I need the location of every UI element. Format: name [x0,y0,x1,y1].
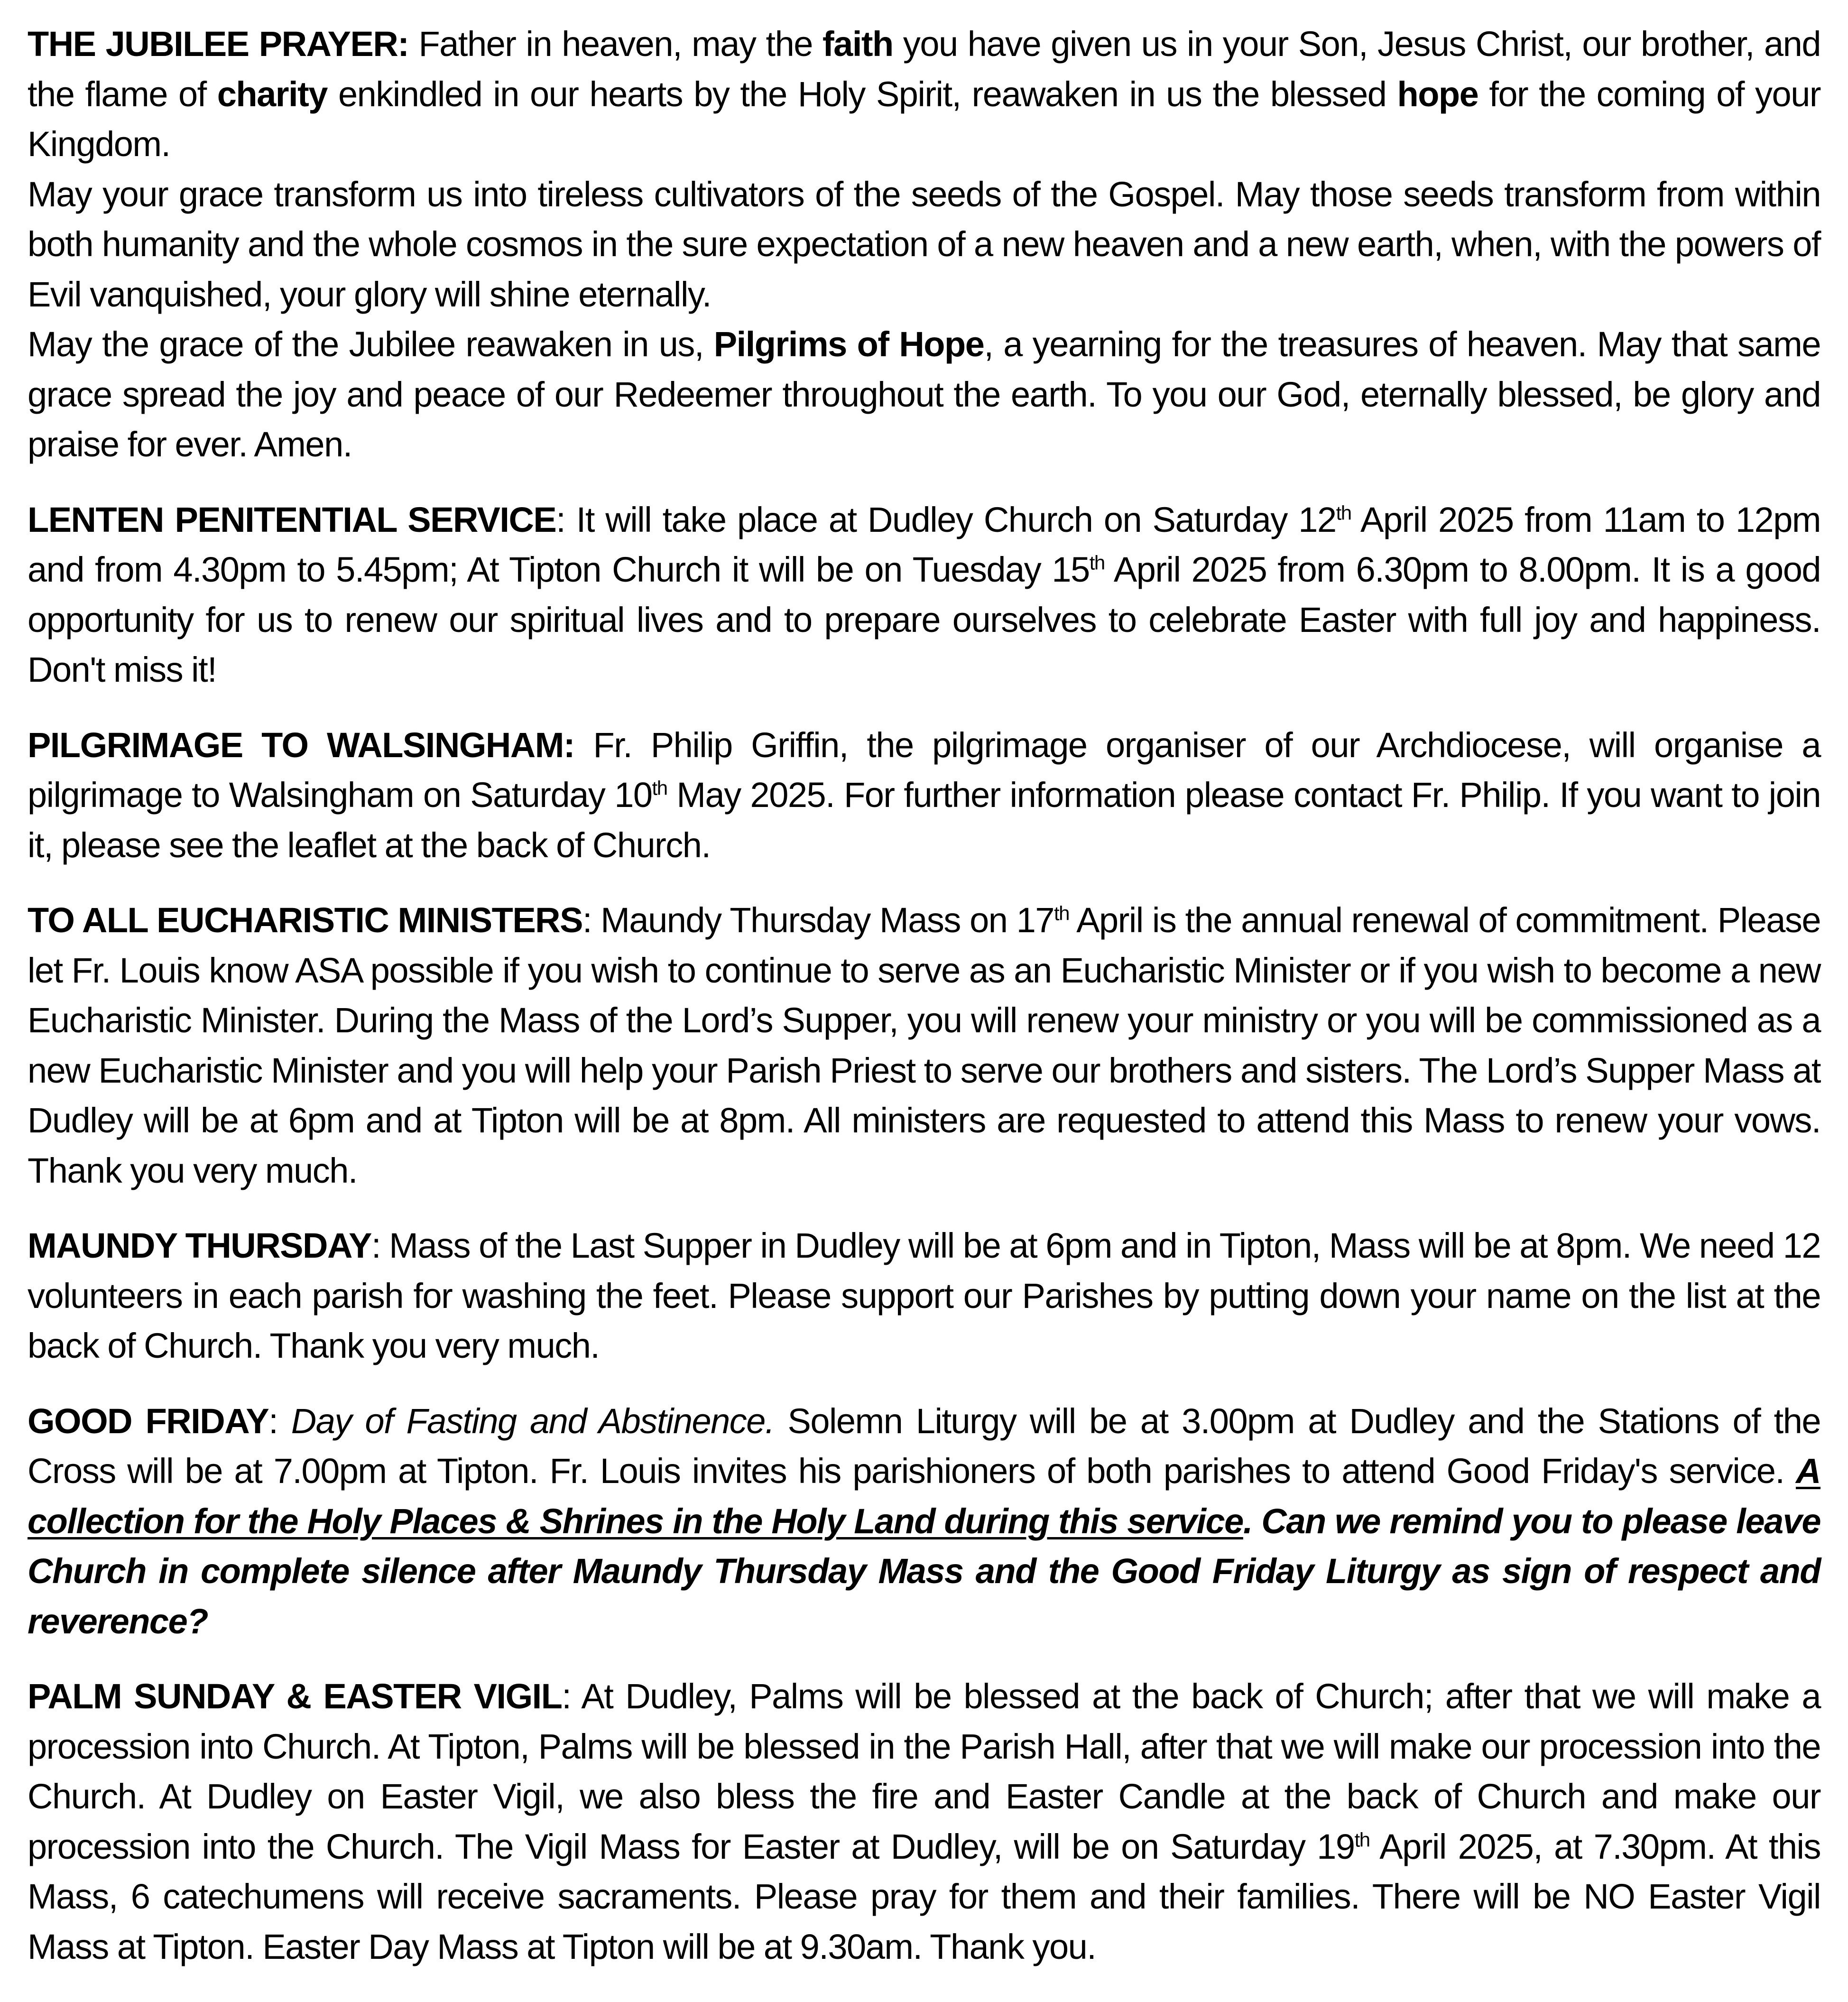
jubilee-text: for the coming of your Kingdom. [28,74,1821,164]
lenten-text: April 2025 from 11am to 12pm and from 4.30pm to 5.45pm; At Tipton Church it will be on Tuesday 15 [28,500,1821,589]
lenten-text: April 2025 from 6.30pm to 8.00pm. It is a good opportunity for us to renew our spiritual lives and to prepare ourselves to celebrate Easter with full joy and happiness. Don't miss it! [28,550,1820,689]
maundy-thursday-section [28,1221,1820,1371]
goodfriday-heading: GOOD FRIDAY [28,1401,269,1441]
goodfriday-text: : [268,1401,291,1441]
fasting-note: Day of Fasting and Abstinence. [291,1401,775,1441]
goodfriday-text: Solemn Liturgy will be at 3.00pm at Dudley and the Stations of the Cross will be at 7.00pm at Tipton. Fr. Louis invites his parishioners of both parishes to attend Good Friday's service. [28,1401,1821,1491]
charity-word: charity [217,74,327,114]
jubilee-prayer-section [28,19,1820,470]
pilgrimage-paragraph [28,720,1820,871]
jubilee-text: Father in heaven, may the [408,24,823,64]
jubilee-text: you have given us in your Son, Jesus Christ, our brother, and the flame of [28,24,1820,114]
jubilee-text: enkindled in our hearts by the Holy Spirit, reawaken in us the blessed [327,74,1397,114]
maundy-paragraph [28,1221,1820,1371]
ministers-paragraph [28,895,1820,1196]
pilgrimage-text: May 2025. For further information please contact Fr. Philip. If you want to join it, please see the leaflet at the back of Church. [28,775,1820,865]
ministers-heading: TO ALL EUCHARISTIC MINISTERS [28,900,582,940]
maundy-heading: MAUNDY THURSDAY [28,1226,371,1265]
palm-heading: PALM SUNDAY & EASTER VIGIL [28,1677,562,1716]
ordinal-suffix: th [1354,1828,1370,1851]
jubilee-heading: THE JUBILEE PRAYER: [28,24,409,64]
ministers-section [28,895,1820,1196]
lenten-text: : It will take place at Dudley Church on Saturday 12 [556,500,1336,539]
silence-reminder: . Can we remind you to please leave Church in complete silence after Maundy Thursday Mass and the Good Friday Liturgy as sign of respect and reverence? [28,1501,1820,1641]
lenten-paragraph [28,495,1820,695]
ordinal-suffix: th [1336,501,1351,524]
jubilee-paragraph-1 [28,19,1820,169]
jubilee-text: , a yearning for the treasures of heaven. May that same grace spread the joy and peace of our Redeemer throughout the earth. To you our God, eternally blessed, be glory and praise for ever. Amen. [28,324,1820,464]
hope-word: hope [1397,74,1478,114]
ministers-text: April is the annual renewal of commitment. Please let Fr. Louis know ASA possible if you wish to continue to serve as an Eucharistic Minister or if you wish to become a new Eucharistic Minister. During the Mass of the Lord’s Supper, you will renew your ministry or you will be commissioned as a new Eucharistic Minister and you will help your Parish Priest to serve our brothers and sisters. The Lord’s Supper Mass at Dudley will be at 6pm and at Tipton will be at 8pm. All ministers are requested to attend this Mass to renew your vows. Thank you very much. [28,900,1821,1190]
pilgrims-of-hope: Pilgrims of Hope [713,324,984,364]
faith-word: faith [822,24,893,64]
palm-text: April 2025, at 7.30pm. At this Mass, 6 catechumens will receive sacraments. Please pray for them and their families. There will be NO Easter Vigil Mass at Tipton. Easter Day Mass at Tipton will be at 9.30am. Thank you. [28,1826,1820,1966]
jubilee-paragraph-3 [28,319,1820,470]
ordinal-suffix: th [652,777,667,799]
pilgrimage-section [28,720,1820,871]
palm-paragraph [28,1671,1820,1972]
maundy-text: : Mass of the Last Supper in Dudley will be at 6pm and in Tipton, Mass will be at 8pm. We need 12 volunteers in each parish for washing the feet. Please support our Parishes by putting down your name on the list at the back of Church. Thank you very much. [28,1226,1821,1365]
jubilee-paragraph-2: May your grace transform us into tireless cultivators of the seeds of the Gospel. May those seeds transform from within both humanity and the whole cosmos in the sure expectation of a new heaven and a new earth, when, with the powers of Evil vanquished, your glory will shine eternally. [28,174,1820,314]
lenten-heading: LENTEN PENITENTIAL SERVICE [28,500,556,539]
collection-notice: A collection for the Holy Places & Shrines in the Holy Land during this service [28,1451,1820,1541]
lenten-service-section [28,495,1820,695]
pilgrimage-heading: PILGRIMAGE TO WALSINGHAM: [28,725,575,765]
palm-text: : At Dudley, Palms will be blessed at the back of Church; after that we will make a procession into Church. At Tipton, Palms will be blessed in the Parish Hall, after that we will make our procession into the Church. At Dudley on Easter Vigil, we also bless the fire and Easter Candle at the back of Church and make our procession into the Church. The Vigil Mass for Easter at Dudley, will be on Saturday 19 [28,1677,1820,1866]
good-friday-section [28,1396,1820,1647]
goodfriday-paragraph [28,1396,1820,1647]
palm-sunday-section [28,1671,1820,1972]
ministers-text: : Maundy Thursday Mass on 17 [582,900,1054,940]
pilgrimage-text: Fr. Philip Griffin, the pilgrimage organiser of our Archdiocese, will organise a pilgrimage to Walsingham on Saturday 10 [28,725,1821,815]
ordinal-suffix: th [1054,902,1070,925]
ordinal-suffix: th [1089,551,1105,574]
jubilee-text: May the grace of the Jubilee reawaken in us, [28,324,714,364]
